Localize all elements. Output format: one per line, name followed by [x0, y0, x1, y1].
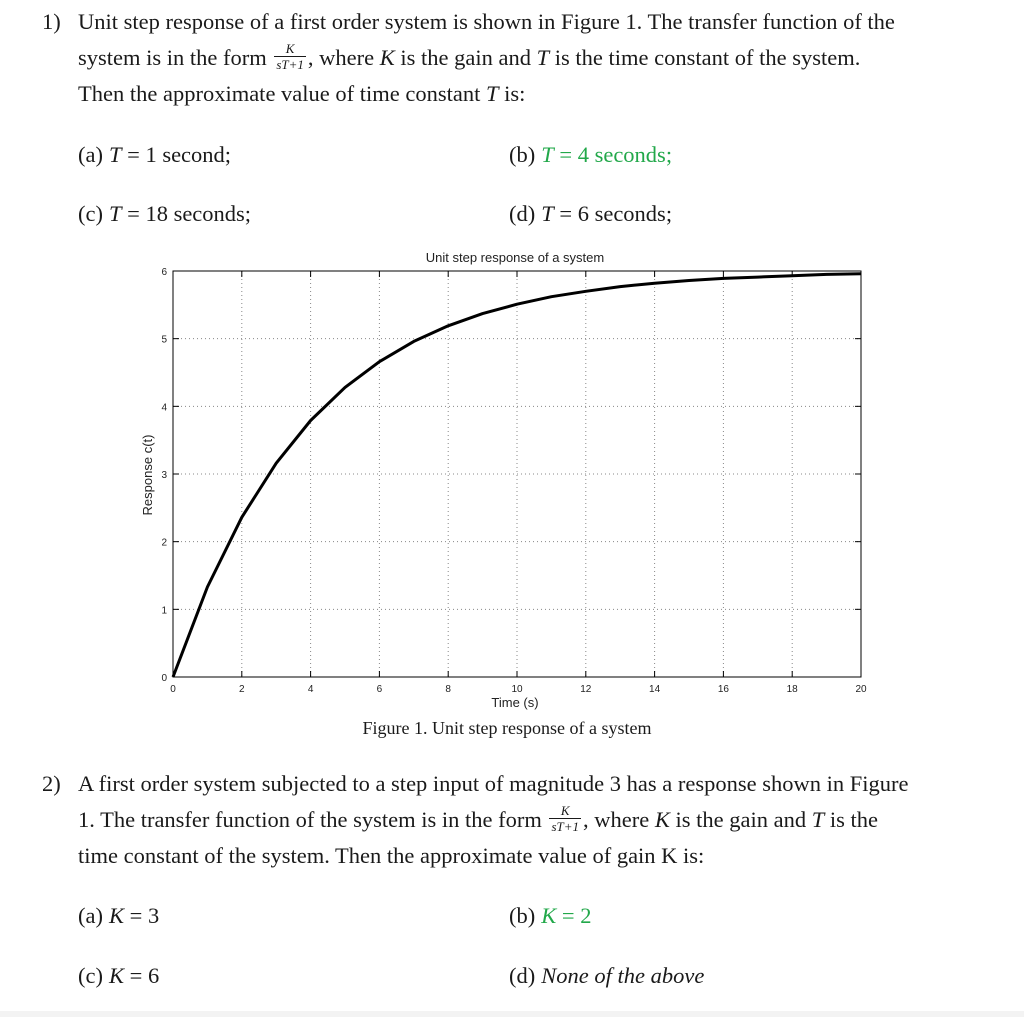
- y-tick-label: 5: [161, 334, 167, 346]
- chart-ticks: [161, 267, 867, 695]
- question-1-number: 1): [42, 9, 61, 34]
- q1-line2-mid: is the gain and: [394, 45, 537, 70]
- y-tick-label: 3: [161, 470, 167, 481]
- q2-option-d[interactable]: [509, 961, 704, 991]
- q2-line2-end: is the: [824, 807, 879, 832]
- option-var: K: [108, 903, 124, 928]
- x-tick-label: 2: [239, 684, 245, 695]
- option-var: K: [108, 963, 124, 988]
- question-2-line-3: time constant of the system. Then the approximate value of gain K is:: [78, 843, 705, 868]
- option-value: = 18 seconds;: [121, 201, 252, 226]
- option-value: None of the above: [541, 963, 705, 988]
- transfer-function-fraction: [549, 804, 581, 834]
- tf-denominator: sT+1: [276, 56, 304, 72]
- tf-numerator: K: [274, 42, 306, 57]
- q2-var-k: K: [654, 807, 670, 832]
- chart-title: Unit step response of a system: [425, 250, 605, 265]
- tf-denominator: sT+1: [551, 818, 580, 834]
- question-2: [42, 766, 982, 874]
- q1-line2-post: , where: [307, 45, 380, 70]
- y-tick-label: 0: [161, 673, 167, 684]
- option-var: K: [541, 903, 557, 928]
- y-tick-label: 6: [161, 267, 167, 278]
- question-2-line-2: [78, 802, 982, 838]
- option-value: = 6: [124, 963, 160, 988]
- option-value: = 6 seconds;: [553, 201, 673, 226]
- chart-grid: [173, 271, 861, 677]
- q2-option-b[interactable]: [509, 901, 591, 931]
- option-label: (b): [509, 903, 536, 928]
- chart-xlabel: Time (s): [491, 695, 539, 710]
- tf-numerator: K: [549, 804, 581, 819]
- q2-line2-post: , where: [583, 807, 655, 832]
- q1-var-t: T: [536, 45, 550, 70]
- q1-line3-end: is:: [498, 81, 526, 106]
- option-label: (d): [509, 201, 536, 226]
- x-tick-label: 6: [376, 684, 383, 695]
- figure-caption: Figure 1. Unit step response of a system: [362, 718, 652, 738]
- option-label: (a): [78, 142, 103, 167]
- option-var: T: [108, 142, 122, 167]
- option-value: = 2: [556, 903, 592, 928]
- q1-var-k: K: [379, 45, 395, 70]
- x-tick-label: 16: [717, 684, 729, 695]
- y-tick-label: 1: [161, 605, 167, 617]
- page-bottom-edge: [0, 1011, 1024, 1017]
- x-tick-label: 10: [511, 684, 523, 695]
- x-tick-label: 8: [445, 684, 451, 695]
- x-tick-label: 12: [580, 684, 592, 695]
- x-tick-label: 4: [307, 684, 314, 695]
- option-label: (c): [78, 201, 103, 226]
- x-tick-label: 20: [855, 684, 867, 695]
- q2-line2-pre: 1. The transfer function of the system is in the form: [78, 807, 548, 832]
- option-value: = 4 seconds;: [553, 142, 673, 167]
- option-value: = 1 second;: [121, 142, 232, 167]
- option-value: = 3: [124, 903, 160, 928]
- q1-var-t-2: T: [486, 81, 499, 106]
- question-2-number: 2): [42, 771, 61, 796]
- option-var: T: [541, 142, 554, 167]
- question-1-line-1: Unit step response of a first order system is shown in Figure 1. The transfer function of the: [78, 9, 895, 34]
- x-tick-label: 0: [170, 684, 176, 695]
- x-tick-label: 14: [649, 684, 661, 695]
- q2-var-t: T: [811, 807, 825, 832]
- question-2-line-1: A first order system subjected to a step input of magnitude 3 has a response shown in Figure: [78, 771, 909, 796]
- x-tick-label: 18: [786, 684, 798, 695]
- option-label: (c): [78, 963, 103, 988]
- option-label: (b): [509, 142, 536, 167]
- chart-ylabel: Response c(t): [140, 434, 155, 516]
- q1-line2-pre: system is in the form: [78, 45, 273, 70]
- question-2-text: [78, 766, 982, 874]
- q2-line2-mid: is the gain and: [669, 807, 812, 832]
- option-label: (d): [509, 963, 536, 988]
- q2-option-a[interactable]: [78, 901, 159, 931]
- option-label: (a): [78, 903, 103, 928]
- q1-line3-pre: Then the approximate value of time constant: [78, 81, 486, 106]
- q2-option-c[interactable]: [78, 961, 159, 991]
- option-var: T: [108, 201, 122, 226]
- y-tick-label: 2: [161, 537, 167, 549]
- option-var: T: [541, 201, 554, 226]
- q1-line2-end: is the time constant of the system.: [549, 45, 861, 70]
- y-tick-label: 4: [161, 402, 167, 414]
